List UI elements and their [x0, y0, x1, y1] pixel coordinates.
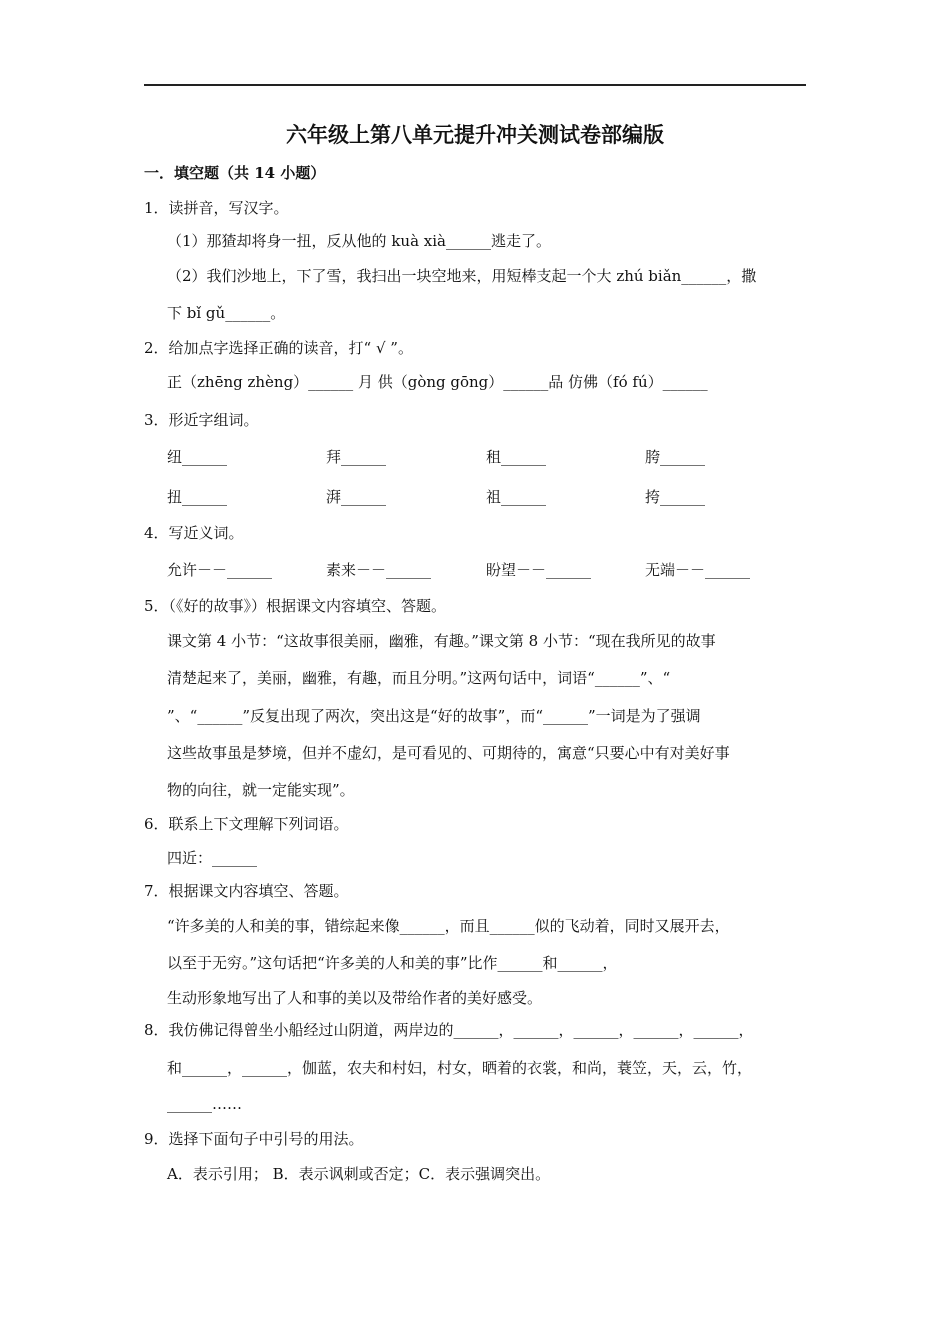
- q3-item: 扭______: [167, 488, 228, 506]
- q3-item: 纽______: [167, 448, 228, 466]
- q4-item: 无端－－______: [645, 561, 751, 579]
- question-8-text: 和______，______，伽蓝，农夫和村妇，村女，晒着的衣裳，和尚，蓑笠，天，云，竹，: [167, 1059, 753, 1077]
- question-5-stem: 5．（《好的故事》）根据课文内容填空、答题。: [144, 597, 447, 615]
- q3-item: 租______: [486, 448, 547, 466]
- question-3-stem: 3．形近字组词。: [144, 411, 259, 429]
- question-5-text: ”、“______”反复出现了两次，突出这是“好的故事”，而“______”一词是为了强调: [167, 707, 701, 725]
- q4-item: 素来－－______: [326, 561, 432, 579]
- question-6-stem: 6．联系上下文理解下列词语。: [144, 815, 349, 833]
- question-1-part-2-cont: 下 bǐ gǔ______。: [167, 304, 286, 322]
- question-6-text: 四近：______: [167, 849, 258, 867]
- question-7-text: “许多美的人和美的事，错综起来像______，而且______似的飞动着，同时又展开去，: [167, 917, 730, 935]
- question-7-text: 生动形象地写出了人和事的美以及带给作者的美好感受。: [167, 989, 543, 1007]
- question-9-stem: 9．选择下面句子中引号的用法。: [144, 1130, 364, 1148]
- question-1-part-2: （2）我们沙地上，下了雪，我扫出一块空地来，用短棒支起一个大 zhú biǎn______，撒: [167, 267, 757, 285]
- question-1-part-1: （1）那猹却将身一扭，反从他的 kuà xià______逃走了。: [167, 232, 551, 250]
- page-title: 六年级上第八单元提升冲关测试卷部编版: [286, 122, 664, 147]
- question-7-stem: 7．根据课文内容填空、答题。: [144, 882, 349, 900]
- question-2-stem: 2．给加点字选择正确的读音，打“ √ ”。: [144, 339, 413, 357]
- question-8-stem: 8．我仿佛记得曾坐小船经过山阴道，两岸边的______，______，______，______，______，: [144, 1021, 754, 1039]
- q3-item: 胯______: [645, 448, 706, 466]
- q3-item: 湃______: [326, 488, 387, 506]
- question-7-text: 以至于无穷。”这句话把“许多美的人和美的事”比作______和______，: [167, 954, 618, 972]
- q3-item: 拜______: [326, 448, 387, 466]
- question-2-options: 正（zhēng zhèng）______ 月 供（gòng gōng）______品 仿佛（fó fú）______: [167, 373, 708, 391]
- question-1-stem: 1．读拼音，写汉字。: [144, 199, 289, 217]
- question-5-text: 这些故事虽是梦境，但并不虚幻，是可看见的、可期待的，寓意“只要心中有对美好事: [167, 744, 730, 762]
- header-rule: [144, 84, 806, 86]
- question-4-stem: 4．写近义词。: [144, 524, 244, 542]
- q4-item: 盼望－－______: [486, 561, 592, 579]
- question-5-text: 清楚起来了，美丽，幽雅，有趣，而且分明。”这两句话中，词语“______”、“: [167, 669, 671, 687]
- q3-item: 祖______: [486, 488, 547, 506]
- question-5-text: 课文第 4 小节：“这故事很美丽，幽雅，有趣。”课文第 8 小节：“现在我所见的故事: [167, 632, 716, 650]
- q4-item: 允许－－______: [167, 561, 273, 579]
- question-8-text: ______……: [167, 1095, 242, 1113]
- question-5-text: 物的向往，就一定能实现”。: [167, 781, 355, 799]
- section-heading: 一．填空题（共 14 小题）: [144, 164, 326, 182]
- question-9-options: A．表示引用； B．表示讽刺或否定；C．表示强调突出。: [167, 1165, 551, 1183]
- q3-item: 挎______: [645, 488, 706, 506]
